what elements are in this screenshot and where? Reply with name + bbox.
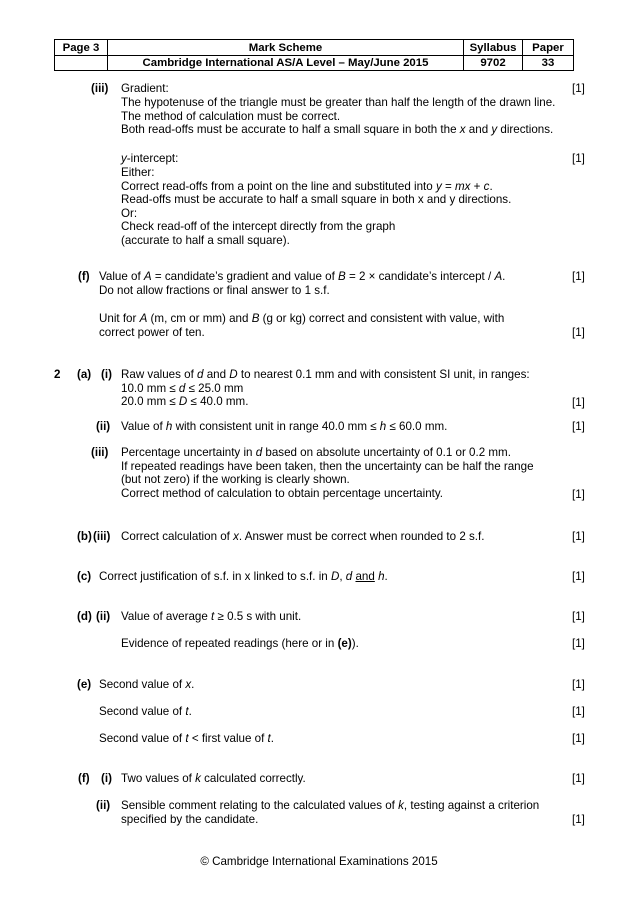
mark-q2-c: [1] [572, 570, 585, 583]
header-empty-cell [55, 56, 108, 71]
q2-a-ii-line: Value of h with consistent unit in range 40.0 mm ≤ h ≤ 60.0 mm. [121, 420, 448, 433]
q1-f-line-1: Value of A = candidate’s gradient and value of B = 2 × candidate’s intercept / A. [99, 270, 506, 283]
q1-f-line-4: correct power of ten. [99, 326, 205, 339]
header-paper-label: Paper [523, 40, 574, 56]
q1-f-label: (f) [78, 270, 90, 283]
q2-e-label: (e) [77, 678, 92, 691]
mark-q1-f-1: [1] [572, 270, 585, 283]
gradient-line-1: The hypotenuse of the triangle must be greater than half the length of the drawn line. [121, 96, 556, 109]
q2-f-ii-label: (ii) [96, 799, 111, 812]
q2-a-i-text [121, 368, 530, 409]
q2-c-line: Correct justification of s.f. in x linked to s.f. in D, d and h. [99, 570, 388, 583]
intercept-title: y-intercept: [121, 152, 179, 165]
q2-b-label: (b) [77, 530, 92, 543]
q2-f-i-label: (i) [101, 772, 112, 785]
q2-a-i-line-2: 10.0 mm ≤ d ≤ 25.0 mm [121, 381, 244, 395]
header-syllabus-value: 9702 [464, 56, 523, 71]
mark-gradient: [1] [572, 82, 585, 95]
q2-a-ii-label: (ii) [96, 420, 111, 433]
header-syllabus-label: Syllabus [464, 40, 523, 56]
intercept-line-3: Read-offs must be accurate to half a small square in both x and y directions. [121, 193, 512, 207]
intercept-line-5: Check read-off of the intercept directly from the graph [121, 220, 396, 234]
mark-q2-e-3: [1] [572, 732, 585, 745]
q2-a-iii-label: (iii) [91, 446, 109, 459]
q2-a-iii-line-1: Percentage uncertainty in d based on absolute uncertainty of 0.1 or 0.2 mm. [121, 446, 511, 459]
mark-q2-b: [1] [572, 530, 585, 543]
mark-intercept: [1] [572, 152, 585, 165]
mark-q2-e-1: [1] [572, 678, 585, 691]
q2-d-label: (d) [77, 610, 92, 623]
intercept-line-4: Or: [121, 206, 138, 220]
footer-copyright: © Cambridge International Examinations 2015 [200, 855, 438, 868]
q2-a-i-line-3: 20.0 mm ≤ D ≤ 40.0 mm. [121, 395, 249, 409]
intercept-criteria [121, 166, 511, 248]
q2-a-iii-line-4: Correct method of calculation to obtain percentage uncertainty. [121, 486, 444, 500]
q2-f-label: (f) [78, 772, 90, 785]
q2-d-sub: (ii) [96, 610, 111, 623]
header-table [54, 39, 574, 71]
q1-iii-label: (iii) [91, 82, 109, 95]
q2-f-i-line: Two values of k calculated correctly. [121, 772, 306, 785]
q2-a-iii-text [121, 446, 534, 500]
gradient-criteria [121, 96, 555, 137]
mark-q2-e-2: [1] [572, 705, 585, 718]
intercept-line-6: (accurate to half a small square). [121, 233, 290, 247]
header-page: Page 3 [55, 40, 108, 56]
q2-a-label: (a) [77, 368, 92, 381]
mark-q2-f-ii: [1] [572, 813, 585, 826]
mark-q2-d-1: [1] [572, 610, 585, 623]
q2-e-line-3: Second value of t < first value of t. [99, 732, 275, 745]
gradient-line-2: The method of calculation must be correct. [121, 109, 341, 123]
q2-f-ii-line-2: specified by the candidate. [121, 813, 259, 826]
header-title: Mark Scheme [108, 40, 464, 56]
mark-q2-a-i: [1] [572, 396, 585, 409]
header-paper-value: 33 [523, 56, 574, 71]
mark-q2-a-iii: [1] [572, 488, 585, 501]
q1-f-line-2: Do not allow fractions or final answer to 1 s.f. [99, 284, 330, 297]
q2-c-label: (c) [77, 570, 92, 583]
q2-e-line-2: Second value of t. [99, 705, 192, 718]
q2-a-iii-line-3: (but not zero) if the working is clearly shown. [121, 473, 350, 487]
gradient-title: Gradient: [121, 82, 169, 95]
q2-a-i-line-1: Raw values of d and D to nearest 0.1 mm and with consistent SI unit, in ranges: [121, 368, 530, 381]
q1-f-line-3: Unit for A (m, cm or mm) and B (g or kg) correct and consistent with value, with [99, 312, 505, 325]
mark-q2-a-ii: [1] [572, 420, 585, 433]
q2-f-ii-line-1: Sensible comment relating to the calculated values of k, testing against a criterion [121, 799, 540, 812]
mark-q2-f-i: [1] [572, 772, 585, 785]
q2-b-sub: (iii) [93, 530, 111, 543]
intercept-line-1: Either: [121, 166, 155, 179]
q2-e-line-1: Second value of x. [99, 678, 195, 691]
mark-q1-f-2: [1] [572, 326, 585, 339]
gradient-line-3: Both read-offs must be accurate to half a small square in both the x and y directions. [121, 123, 554, 137]
q2-b-line: Correct calculation of x. Answer must be correct when rounded to 2 s.f. [121, 530, 485, 543]
q2-d-line-2: Evidence of repeated readings (here or in (e)). [121, 637, 359, 650]
q2-d-line-1: Value of average t ≥ 0.5 s with unit. [121, 610, 302, 623]
q2-a-i-label: (i) [101, 368, 112, 381]
header-subtitle: Cambridge International AS/A Level – May/June 2015 [108, 56, 464, 71]
intercept-line-2: Correct read-offs from a point on the line and substituted into y = mx + c. [121, 179, 493, 193]
mark-q2-d-2: [1] [572, 637, 585, 650]
q2-a-iii-line-2: If repeated readings have been taken, then the uncertainty can be half the range [121, 459, 534, 473]
q2-number: 2 [54, 368, 61, 381]
